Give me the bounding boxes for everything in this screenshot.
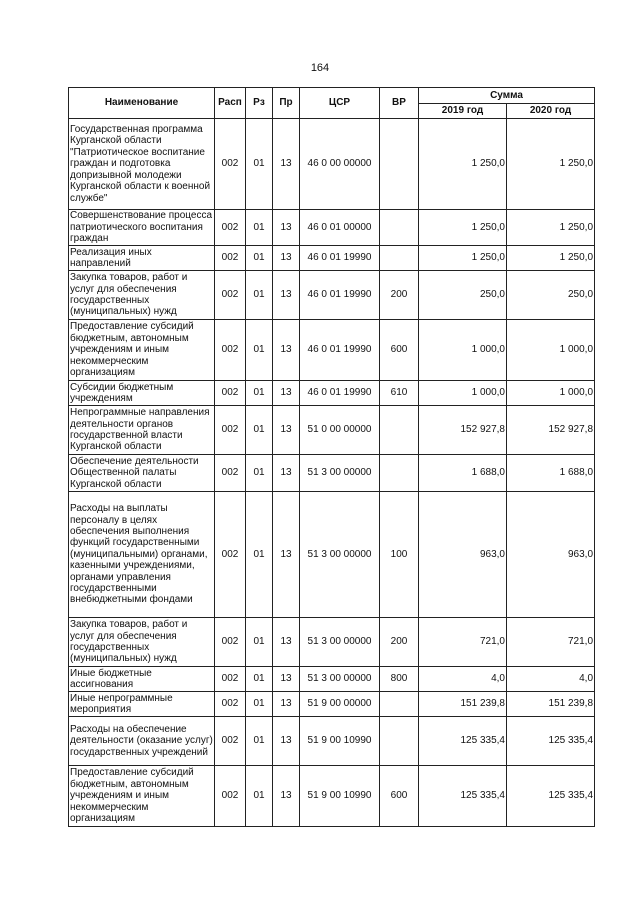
row-sum-2020-cell: 1 250,0 bbox=[507, 119, 595, 210]
row-rasp-cell: 002 bbox=[215, 119, 246, 210]
row-vr-cell: 600 bbox=[380, 766, 419, 827]
row-rz-cell: 01 bbox=[246, 455, 273, 492]
row-name-cell: Обеспечение деятельности Общественной палаты Курганской области bbox=[69, 455, 215, 492]
row-vr-cell bbox=[380, 717, 419, 766]
row-pr-cell: 13 bbox=[273, 492, 300, 618]
row-csr-cell: 51 9 00 00000 bbox=[300, 692, 380, 717]
row-rasp-cell: 002 bbox=[215, 246, 246, 271]
row-sum-2020-cell: 721,0 bbox=[507, 618, 595, 667]
row-rz-cell: 01 bbox=[246, 406, 273, 455]
row-sum-2019-cell: 1 000,0 bbox=[419, 320, 507, 381]
row-sum-2019-cell: 963,0 bbox=[419, 492, 507, 618]
row-name-cell: Совершенствование процесса патриотического воспитания граждан bbox=[69, 210, 215, 246]
row-vr-cell: 800 bbox=[380, 667, 419, 692]
table-row bbox=[69, 618, 595, 667]
row-sum-2020-cell: 963,0 bbox=[507, 492, 595, 618]
row-sum-2020-cell: 1 250,0 bbox=[507, 246, 595, 271]
row-csr-cell: 51 0 00 00000 bbox=[300, 406, 380, 455]
table-row bbox=[69, 455, 595, 492]
row-vr-cell: 610 bbox=[380, 381, 419, 406]
row-sum-2019-cell: 151 239,8 bbox=[419, 692, 507, 717]
table-row bbox=[69, 492, 595, 618]
row-rasp-cell: 002 bbox=[215, 492, 246, 618]
row-rasp-cell: 002 bbox=[215, 667, 246, 692]
row-vr-cell bbox=[380, 210, 419, 246]
row-vr-cell bbox=[380, 406, 419, 455]
row-rz-cell: 01 bbox=[246, 119, 273, 210]
table-row bbox=[69, 692, 595, 717]
row-rasp-cell: 002 bbox=[215, 618, 246, 667]
row-sum-2019-cell: 4,0 bbox=[419, 667, 507, 692]
row-vr-cell: 600 bbox=[380, 320, 419, 381]
row-sum-2020-cell: 250,0 bbox=[507, 271, 595, 320]
row-sum-2020-cell: 1 688,0 bbox=[507, 455, 595, 492]
row-sum-2019-cell: 125 335,4 bbox=[419, 766, 507, 827]
row-vr-cell bbox=[380, 246, 419, 271]
row-rasp-cell: 002 bbox=[215, 766, 246, 827]
row-csr-cell: 51 3 00 00000 bbox=[300, 492, 380, 618]
header-vr: ВР bbox=[380, 88, 419, 119]
row-name-cell: Расходы на выплаты персоналу в целях обеспечения выполнения функций государственными (муниципальными) органами, казенными учреждениями, органами управления государственными внебюджетными фондами bbox=[69, 492, 215, 618]
row-name-cell: Государственная программа Курганской области "Патриотическое воспитание граждан и подготовка допризывной молодежи Курганской области к военной службе" bbox=[69, 119, 215, 210]
row-sum-2019-cell: 1 250,0 bbox=[419, 246, 507, 271]
row-rz-cell: 01 bbox=[246, 692, 273, 717]
table-row bbox=[69, 667, 595, 692]
table-row bbox=[69, 246, 595, 271]
header-rz: Рз bbox=[246, 88, 273, 119]
row-pr-cell: 13 bbox=[273, 271, 300, 320]
row-pr-cell: 13 bbox=[273, 210, 300, 246]
row-rasp-cell: 002 bbox=[215, 320, 246, 381]
row-name-cell: Реализация иных направлений bbox=[69, 246, 215, 271]
row-csr-cell: 46 0 01 19990 bbox=[300, 381, 380, 406]
row-vr-cell bbox=[380, 119, 419, 210]
row-sum-2019-cell: 1 000,0 bbox=[419, 381, 507, 406]
row-rz-cell: 01 bbox=[246, 271, 273, 320]
row-rz-cell: 01 bbox=[246, 381, 273, 406]
row-name-cell: Иные непрограммные мероприятия bbox=[69, 692, 215, 717]
row-pr-cell: 13 bbox=[273, 618, 300, 667]
row-name-cell: Расходы на обеспечение деятельности (оказание услуг) государственных учреждений bbox=[69, 717, 215, 766]
row-sum-2020-cell: 151 239,8 bbox=[507, 692, 595, 717]
row-rasp-cell: 002 bbox=[215, 381, 246, 406]
row-sum-2019-cell: 721,0 bbox=[419, 618, 507, 667]
row-csr-cell: 46 0 01 19990 bbox=[300, 271, 380, 320]
header-csr: ЦСР bbox=[300, 88, 380, 119]
table-body bbox=[69, 119, 595, 827]
table-row bbox=[69, 381, 595, 406]
row-rz-cell: 01 bbox=[246, 667, 273, 692]
row-pr-cell: 13 bbox=[273, 246, 300, 271]
row-vr-cell: 200 bbox=[380, 618, 419, 667]
row-sum-2019-cell: 125 335,4 bbox=[419, 717, 507, 766]
header-year-2019: 2019 год bbox=[419, 103, 507, 119]
row-csr-cell: 46 0 01 19990 bbox=[300, 246, 380, 271]
row-sum-2019-cell: 1 250,0 bbox=[419, 119, 507, 210]
header-year-2020: 2020 год bbox=[507, 103, 595, 119]
row-csr-cell: 51 3 00 00000 bbox=[300, 455, 380, 492]
row-pr-cell: 13 bbox=[273, 717, 300, 766]
row-sum-2020-cell: 125 335,4 bbox=[507, 717, 595, 766]
row-rz-cell: 01 bbox=[246, 717, 273, 766]
budget-table bbox=[68, 87, 595, 827]
header-rasp: Расп bbox=[215, 88, 246, 119]
row-pr-cell: 13 bbox=[273, 766, 300, 827]
row-rz-cell: 01 bbox=[246, 766, 273, 827]
row-sum-2019-cell: 1 688,0 bbox=[419, 455, 507, 492]
row-vr-cell bbox=[380, 455, 419, 492]
row-vr-cell: 100 bbox=[380, 492, 419, 618]
table-row bbox=[69, 766, 595, 827]
row-pr-cell: 13 bbox=[273, 119, 300, 210]
row-name-cell: Иные бюджетные ассигнования bbox=[69, 667, 215, 692]
row-sum-2020-cell: 125 335,4 bbox=[507, 766, 595, 827]
row-rz-cell: 01 bbox=[246, 210, 273, 246]
row-name-cell: Непрограммные направления деятельности органов государственной власти Курганской области bbox=[69, 406, 215, 455]
row-pr-cell: 13 bbox=[273, 406, 300, 455]
row-sum-2020-cell: 4,0 bbox=[507, 667, 595, 692]
table-row bbox=[69, 717, 595, 766]
row-name-cell: Закупка товаров, работ и услуг для обеспечения государственных (муниципальных) нужд bbox=[69, 618, 215, 667]
row-sum-2019-cell: 1 250,0 bbox=[419, 210, 507, 246]
row-pr-cell: 13 bbox=[273, 455, 300, 492]
row-csr-cell: 51 3 00 00000 bbox=[300, 618, 380, 667]
row-rz-cell: 01 bbox=[246, 618, 273, 667]
row-csr-cell: 46 0 01 00000 bbox=[300, 210, 380, 246]
row-vr-cell bbox=[380, 692, 419, 717]
row-rasp-cell: 002 bbox=[215, 406, 246, 455]
row-rasp-cell: 002 bbox=[215, 271, 246, 320]
row-name-cell: Закупка товаров, работ и услуг для обеспечения государственных (муниципальных) нужд bbox=[69, 271, 215, 320]
row-sum-2020-cell: 1 000,0 bbox=[507, 381, 595, 406]
row-name-cell: Субсидии бюджетным учреждениям bbox=[69, 381, 215, 406]
table-row bbox=[69, 320, 595, 381]
row-csr-cell: 46 0 01 19990 bbox=[300, 320, 380, 381]
row-rz-cell: 01 bbox=[246, 320, 273, 381]
header-sum: Сумма bbox=[419, 88, 595, 104]
row-rasp-cell: 002 bbox=[215, 455, 246, 492]
row-sum-2020-cell: 152 927,8 bbox=[507, 406, 595, 455]
table-row bbox=[69, 406, 595, 455]
row-csr-cell: 51 9 00 10990 bbox=[300, 766, 380, 827]
row-csr-cell: 51 9 00 10990 bbox=[300, 717, 380, 766]
row-sum-2020-cell: 1 250,0 bbox=[507, 210, 595, 246]
row-rz-cell: 01 bbox=[246, 246, 273, 271]
row-vr-cell: 200 bbox=[380, 271, 419, 320]
row-rasp-cell: 002 bbox=[215, 717, 246, 766]
row-pr-cell: 13 bbox=[273, 667, 300, 692]
row-sum-2019-cell: 250,0 bbox=[419, 271, 507, 320]
row-sum-2020-cell: 1 000,0 bbox=[507, 320, 595, 381]
row-name-cell: Предоставление субсидий бюджетным, автономным учреждениям и иным некоммерческим организациям bbox=[69, 766, 215, 827]
row-rasp-cell: 002 bbox=[215, 210, 246, 246]
row-pr-cell: 13 bbox=[273, 692, 300, 717]
row-pr-cell: 13 bbox=[273, 320, 300, 381]
header-pr: Пр bbox=[273, 88, 300, 119]
page-number: 164 bbox=[310, 62, 330, 74]
table-row bbox=[69, 271, 595, 320]
row-name-cell: Предоставление субсидий бюджетным, автономным учреждениям и иным некоммерческим организациям bbox=[69, 320, 215, 381]
table-row bbox=[69, 210, 595, 246]
row-sum-2019-cell: 152 927,8 bbox=[419, 406, 507, 455]
row-csr-cell: 51 3 00 00000 bbox=[300, 667, 380, 692]
row-rasp-cell: 002 bbox=[215, 692, 246, 717]
row-rz-cell: 01 bbox=[246, 492, 273, 618]
row-csr-cell: 46 0 00 00000 bbox=[300, 119, 380, 210]
table-row bbox=[69, 119, 595, 210]
row-pr-cell: 13 bbox=[273, 381, 300, 406]
header-name: Наименование bbox=[69, 88, 215, 119]
